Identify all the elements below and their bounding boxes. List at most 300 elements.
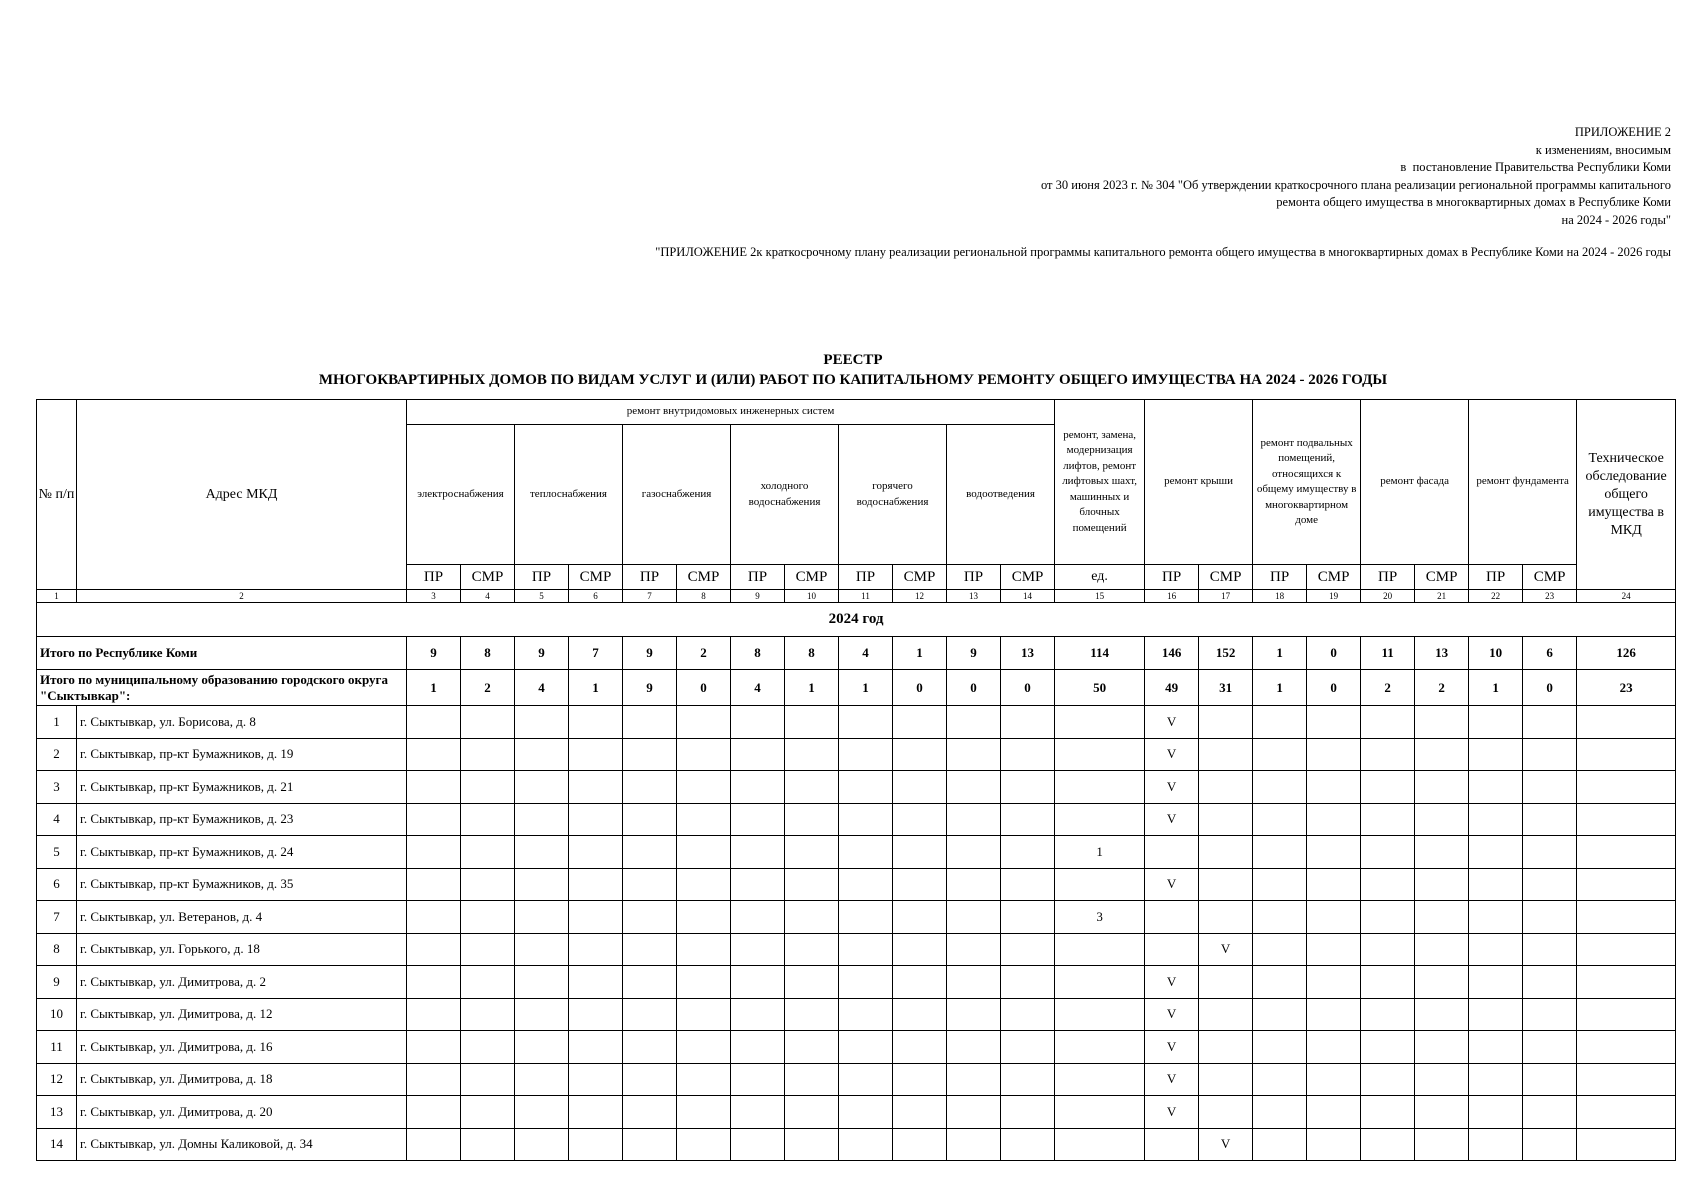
row-cell [731, 998, 785, 1031]
row-cell [839, 803, 893, 836]
title-line-2: МНОГОКВАРТИРНЫХ ДОМОВ ПО ВИДАМ УСЛУГ И (ИЛИ) РАБОТ ПО КАПИТАЛЬНОМУ РЕМОНТУ ОБЩЕГО ИМУЩЕСТВА НА 2024 - 2026 ГОДЫ [318, 372, 1388, 388]
row-cell [1253, 1063, 1307, 1096]
row-cell [1199, 1096, 1253, 1129]
row-cell [677, 1063, 731, 1096]
row-cell [1199, 868, 1253, 901]
row-cell [1055, 1128, 1145, 1161]
row-cell [839, 998, 893, 1031]
total-label: Итого по Республике Коми [37, 637, 407, 670]
row-cell [1523, 1128, 1577, 1161]
row-cell [461, 738, 515, 771]
row-cell [1199, 706, 1253, 739]
header-smr: СМР [1199, 565, 1253, 590]
header-address: Адрес МКД [77, 400, 407, 590]
row-cell [1253, 1128, 1307, 1161]
header-lifts: ремонт, замена, модернизация лифтов, ремонт лифтовых шахт, машинных и блочных помещений [1055, 400, 1145, 565]
row-cell [677, 901, 731, 934]
row-cell [1055, 966, 1145, 999]
header-heat: теплоснабжения [515, 425, 623, 565]
row-cell [569, 1031, 623, 1064]
row-cell [1199, 771, 1253, 804]
header-smr: СМР [785, 565, 839, 590]
row-cell: V [1145, 706, 1199, 739]
row-cell [1469, 933, 1523, 966]
row-cell [515, 868, 569, 901]
row-cell [461, 706, 515, 739]
row-address: г. Сыктывкар, ул. Димитрова, д. 18 [77, 1063, 407, 1096]
row-cell [1415, 1031, 1469, 1064]
row-cell [1199, 1031, 1253, 1064]
row-cell [1577, 966, 1676, 999]
row-cell [1469, 836, 1523, 869]
row-cell [1523, 803, 1577, 836]
row-cell [1253, 868, 1307, 901]
row-cell: V [1199, 933, 1253, 966]
row-cell [1361, 706, 1415, 739]
table-row [37, 933, 1676, 966]
row-cell [785, 901, 839, 934]
row-cell [1523, 1096, 1577, 1129]
row-cell [1415, 1128, 1469, 1161]
total-row-city [37, 670, 1676, 706]
total-label: Итого по муниципальному образованию городского округа "Сыктывкар": [37, 670, 407, 706]
row-cell [893, 836, 947, 869]
row-cell [623, 1096, 677, 1129]
row-cell [839, 706, 893, 739]
row-cell [569, 771, 623, 804]
row-cell [1523, 836, 1577, 869]
row-cell [1253, 901, 1307, 934]
row-cell [785, 803, 839, 836]
row-cell [1199, 803, 1253, 836]
row-cell [1055, 868, 1145, 901]
row-cell [731, 933, 785, 966]
header-cold-water: холодного водоснабжения [731, 425, 839, 565]
row-cell [461, 836, 515, 869]
row-cell [947, 836, 1001, 869]
title-line-1: РЕЕСТР [823, 352, 883, 368]
row-cell [1577, 933, 1676, 966]
row-cell [1361, 738, 1415, 771]
table-row [37, 771, 1676, 804]
table-row [37, 1096, 1676, 1129]
row-cell [1469, 771, 1523, 804]
row-cell [1001, 933, 1055, 966]
table-row [37, 1031, 1676, 1064]
column-number: 18 [1253, 590, 1307, 603]
row-cell [569, 933, 623, 966]
row-address: г. Сыктывкар, ул. Димитрова, д. 2 [77, 966, 407, 999]
row-cell [515, 803, 569, 836]
row-cell [839, 1031, 893, 1064]
row-cell [1469, 868, 1523, 901]
row-cell [785, 868, 839, 901]
header-line: на 2024 - 2026 годы" [1561, 212, 1671, 227]
row-cell [1001, 836, 1055, 869]
row-cell: V [1145, 966, 1199, 999]
total-value: 31 [1199, 670, 1253, 706]
row-cell [407, 706, 461, 739]
row-cell [569, 1128, 623, 1161]
header-smr: СМР [677, 565, 731, 590]
total-value: 13 [1001, 637, 1055, 670]
row-cell [1361, 1063, 1415, 1096]
row-cell [677, 868, 731, 901]
total-value: 1 [785, 670, 839, 706]
row-cell [839, 836, 893, 869]
row-cell: V [1145, 803, 1199, 836]
row-cell [785, 706, 839, 739]
row-cell: V [1145, 738, 1199, 771]
header-pr: ПР [623, 565, 677, 590]
header-pr: ПР [1145, 565, 1199, 590]
row-cell [839, 1096, 893, 1129]
row-cell [1415, 998, 1469, 1031]
row-cell [1523, 933, 1577, 966]
row-cell [623, 868, 677, 901]
row-cell [1523, 998, 1577, 1031]
column-number: 7 [623, 590, 677, 603]
row-cell [1307, 738, 1361, 771]
row-address: г. Сыктывкар, пр-кт Бумажников, д. 23 [77, 803, 407, 836]
total-value: 8 [785, 637, 839, 670]
row-cell [623, 771, 677, 804]
row-cell [1253, 771, 1307, 804]
row-cell [461, 771, 515, 804]
row-cell [893, 803, 947, 836]
column-number: 17 [1199, 590, 1253, 603]
row-cell [1001, 803, 1055, 836]
row-cell [569, 901, 623, 934]
row-cell [1055, 933, 1145, 966]
row-cell [1001, 901, 1055, 934]
row-cell [1361, 868, 1415, 901]
total-value: 9 [407, 637, 461, 670]
row-number: 7 [37, 901, 77, 934]
row-cell [947, 868, 1001, 901]
total-value: 11 [1361, 637, 1415, 670]
total-value: 2 [677, 637, 731, 670]
row-cell [1001, 1063, 1055, 1096]
row-cell [1199, 966, 1253, 999]
total-value: 1 [893, 637, 947, 670]
row-cell [1523, 706, 1577, 739]
registry-table [36, 399, 1676, 1161]
row-cell [1523, 1063, 1577, 1096]
row-cell [1055, 738, 1145, 771]
row-cell [1253, 966, 1307, 999]
row-cell [1001, 706, 1055, 739]
row-cell [1577, 1031, 1676, 1064]
row-cell [1199, 1063, 1253, 1096]
row-cell [1253, 1031, 1307, 1064]
total-value: 7 [569, 637, 623, 670]
row-cell: V [1145, 998, 1199, 1031]
row-cell [407, 1063, 461, 1096]
header-smr: СМР [461, 565, 515, 590]
row-cell [785, 1031, 839, 1064]
row-cell [461, 868, 515, 901]
total-value: 1 [1253, 670, 1307, 706]
row-cell [947, 966, 1001, 999]
row-cell [461, 901, 515, 934]
row-cell [1001, 738, 1055, 771]
row-cell [569, 966, 623, 999]
total-value: 0 [893, 670, 947, 706]
header-line: ПРИЛОЖЕНИЕ 2 [1574, 125, 1671, 139]
column-number: 20 [1361, 590, 1415, 603]
row-cell [731, 1128, 785, 1161]
row-cell: V [1145, 1031, 1199, 1064]
row-cell [623, 966, 677, 999]
row-cell [1361, 1096, 1415, 1129]
row-cell [1361, 966, 1415, 999]
row-cell [1577, 868, 1676, 901]
row-cell [785, 1128, 839, 1161]
row-cell [1253, 1096, 1307, 1129]
row-cell [731, 901, 785, 934]
row-cell [1307, 1128, 1361, 1161]
row-cell [893, 1031, 947, 1064]
row-cell [515, 998, 569, 1031]
row-cell [1001, 998, 1055, 1031]
row-number: 6 [37, 868, 77, 901]
header-line: к изменениям, вносимым [1535, 142, 1671, 157]
row-cell [1415, 901, 1469, 934]
row-cell [1523, 901, 1577, 934]
row-cell [731, 966, 785, 999]
row-cell [1145, 901, 1199, 934]
row-cell [677, 738, 731, 771]
row-cell [947, 901, 1001, 934]
row-number: 2 [37, 738, 77, 771]
row-cell [1469, 803, 1523, 836]
row-cell [407, 933, 461, 966]
total-value: 0 [1523, 670, 1577, 706]
row-cell [515, 706, 569, 739]
row-cell [947, 738, 1001, 771]
row-cell [1307, 998, 1361, 1031]
row-cell [407, 901, 461, 934]
row-cell [1253, 836, 1307, 869]
row-cell [1307, 933, 1361, 966]
row-cell [515, 1031, 569, 1064]
row-cell [1145, 1128, 1199, 1161]
row-number: 1 [37, 706, 77, 739]
row-address: г. Сыктывкар, пр-кт Бумажников, д. 19 [77, 738, 407, 771]
table-row [37, 998, 1676, 1031]
table-row [37, 1128, 1676, 1161]
row-cell [1307, 771, 1361, 804]
row-address: г. Сыктывкар, ул. Домны Каликовой, д. 34 [77, 1128, 407, 1161]
row-cell [1001, 1096, 1055, 1129]
row-cell [461, 933, 515, 966]
row-cell [839, 868, 893, 901]
total-value: 114 [1055, 637, 1145, 670]
row-cell [623, 901, 677, 934]
column-number: 1 [37, 590, 77, 603]
row-cell [1577, 836, 1676, 869]
column-number: 15 [1055, 590, 1145, 603]
row-address: г. Сыктывкар, ул. Димитрова, д. 12 [77, 998, 407, 1031]
row-cell [1055, 706, 1145, 739]
row-cell [947, 1128, 1001, 1161]
row-cell [893, 1128, 947, 1161]
row-cell [1307, 901, 1361, 934]
header-drain: водоотведения [947, 425, 1055, 565]
row-address: г. Сыктывкар, пр-кт Бумажников, д. 35 [77, 868, 407, 901]
row-cell [731, 738, 785, 771]
row-cell [785, 966, 839, 999]
row-cell [1307, 836, 1361, 869]
row-cell [1055, 1063, 1145, 1096]
row-cell [515, 966, 569, 999]
row-cell [461, 1063, 515, 1096]
table-row [37, 803, 1676, 836]
header-line: в постановление Правительства Республики Коми [1400, 160, 1671, 174]
row-cell [461, 1031, 515, 1064]
row-number: 10 [37, 998, 77, 1031]
total-value: 4 [515, 670, 569, 706]
row-cell [1577, 803, 1676, 836]
row-cell [731, 771, 785, 804]
header-pr: ПР [731, 565, 785, 590]
row-cell [1361, 901, 1415, 934]
header-smr: СМР [1307, 565, 1361, 590]
row-cell [947, 998, 1001, 1031]
row-cell [407, 868, 461, 901]
row-cell [1361, 803, 1415, 836]
total-value: 0 [947, 670, 1001, 706]
row-cell [677, 1096, 731, 1129]
column-number: 21 [1415, 590, 1469, 603]
row-cell [623, 803, 677, 836]
row-cell [947, 1063, 1001, 1096]
total-value: 6 [1523, 637, 1577, 670]
total-value: 146 [1145, 637, 1199, 670]
row-cell [1577, 706, 1676, 739]
table-row [37, 836, 1676, 869]
row-cell [1307, 803, 1361, 836]
row-cell [1577, 901, 1676, 934]
row-cell [623, 738, 677, 771]
row-cell [1307, 1031, 1361, 1064]
column-number-row [37, 590, 1676, 603]
table-row [37, 966, 1676, 999]
row-cell [1523, 771, 1577, 804]
row-cell [515, 771, 569, 804]
row-cell [1055, 1031, 1145, 1064]
header-smr: СМР [893, 565, 947, 590]
row-cell [569, 803, 623, 836]
row-cell [1469, 966, 1523, 999]
row-address: г. Сыктывкар, ул. Борисова, д. 8 [77, 706, 407, 739]
row-cell [677, 803, 731, 836]
row-cell [1199, 738, 1253, 771]
row-cell [1055, 803, 1145, 836]
header-electric: электроснабжения [407, 425, 515, 565]
row-number: 12 [37, 1063, 77, 1096]
column-number: 13 [947, 590, 1001, 603]
column-number: 23 [1523, 590, 1577, 603]
table-row [37, 868, 1676, 901]
row-number: 11 [37, 1031, 77, 1064]
column-number: 6 [569, 590, 623, 603]
row-cell [1307, 706, 1361, 739]
column-number: 11 [839, 590, 893, 603]
row-cell [947, 803, 1001, 836]
total-value: 0 [1307, 637, 1361, 670]
column-number: 12 [893, 590, 947, 603]
total-value: 1 [569, 670, 623, 706]
column-number: 4 [461, 590, 515, 603]
column-number: 3 [407, 590, 461, 603]
row-cell [1361, 771, 1415, 804]
row-cell [785, 836, 839, 869]
document-title [36, 350, 1670, 390]
total-value: 2 [1415, 670, 1469, 706]
header-block [1041, 124, 1671, 229]
header-roof: ремонт крыши [1145, 400, 1253, 565]
header-smr: СМР [1001, 565, 1055, 590]
row-cell [623, 706, 677, 739]
column-number: 19 [1307, 590, 1361, 603]
row-cell [839, 966, 893, 999]
row-cell [1469, 1031, 1523, 1064]
row-cell [893, 1096, 947, 1129]
row-cell [785, 1063, 839, 1096]
total-value: 0 [1001, 670, 1055, 706]
row-cell [785, 933, 839, 966]
row-cell [1361, 836, 1415, 869]
row-cell [1469, 1128, 1523, 1161]
header-pr: ПР [1361, 565, 1415, 590]
row-cell [1469, 738, 1523, 771]
row-cell [1361, 1031, 1415, 1064]
row-cell [893, 901, 947, 934]
row-cell [839, 738, 893, 771]
row-address: г. Сыктывкар, ул. Горького, д. 18 [77, 933, 407, 966]
row-cell [1253, 738, 1307, 771]
row-address: г. Сыктывкар, ул. Ветеранов, д. 4 [77, 901, 407, 934]
row-cell [1415, 868, 1469, 901]
row-cell [407, 998, 461, 1031]
row-cell: V [1145, 1096, 1199, 1129]
row-cell [785, 998, 839, 1031]
total-value: 152 [1199, 637, 1253, 670]
total-value: 1 [839, 670, 893, 706]
row-cell [1145, 933, 1199, 966]
row-cell [1253, 803, 1307, 836]
header-pr: ПР [515, 565, 569, 590]
table-row [37, 706, 1676, 739]
row-cell [947, 771, 1001, 804]
row-cell [893, 933, 947, 966]
row-cell [731, 1031, 785, 1064]
row-cell [569, 836, 623, 869]
row-cell [947, 933, 1001, 966]
row-cell [515, 933, 569, 966]
header-smr: СМР [1415, 565, 1469, 590]
row-cell [515, 901, 569, 934]
total-value: 0 [677, 670, 731, 706]
row-cell [731, 1096, 785, 1129]
row-cell [1145, 836, 1199, 869]
row-cell: V [1199, 1128, 1253, 1161]
column-number: 2 [77, 590, 407, 603]
total-value: 2 [1361, 670, 1415, 706]
row-cell [623, 998, 677, 1031]
